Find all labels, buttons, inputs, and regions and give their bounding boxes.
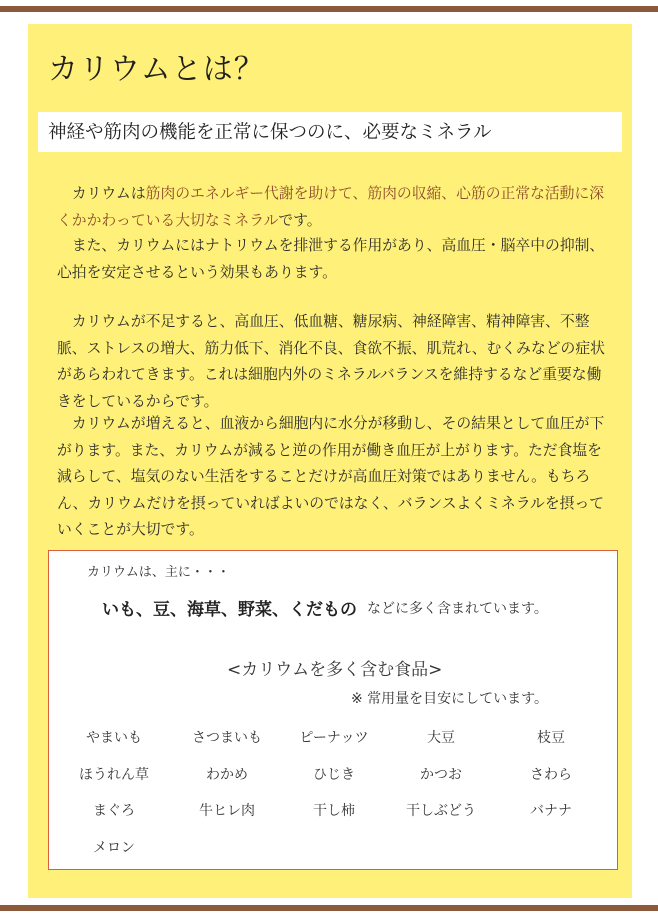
subtitle: 神経や筋肉の機能を正常に保つのに、必要なミネラル — [48, 122, 492, 143]
food-item: さつまいも — [192, 730, 262, 746]
food-item: ほうれん草 — [79, 767, 149, 783]
paragraph-2 — [57, 233, 605, 286]
paragraph-4 — [57, 411, 605, 544]
food-item: やまいも — [86, 730, 142, 746]
main-food-groups: いも、豆、海草、野菜、くだもの — [102, 600, 357, 620]
food-item: まぐろ — [93, 803, 135, 819]
paragraph-1-tail: です。 — [278, 211, 322, 229]
food-item: さわら — [530, 767, 572, 783]
food-item: バナナ — [530, 803, 572, 819]
paragraph-4-text: カリウムが増えると、血液から細胞内に水分が移動し、その結果として血圧が下がります。また、カリウムが減ると逆の作用が働き血圧が上がります。ただ食塩を減らして、塩気のない生活をすることだけが高血圧対策ではありません。もちろん、カリウムだけを摂っていればよいのではなく、バランスよくミネラルを摂っていくことが大切です。 — [57, 415, 605, 538]
food-item: わかめ — [206, 767, 248, 783]
food-item: 干し柿 — [313, 803, 355, 819]
paragraph-1-highlight: 筋肉のエネルギー代謝を助けて、筋肉の収縮、心筋の正常な活動に深くかかわっている大切なミネラル — [57, 185, 605, 229]
food-item: 枝豆 — [537, 730, 565, 746]
paragraph-1 — [57, 181, 605, 234]
top-border — [0, 6, 658, 12]
intro-text: カリウムは、主に・・・ — [87, 565, 230, 580]
food-info-box — [48, 550, 618, 870]
serving-note: ※ 常用量を目安にしています。 — [351, 691, 549, 707]
food-item: ピーナッツ — [299, 730, 369, 746]
paragraph-3 — [57, 309, 605, 415]
food-list-heading: <カリウムを多く含む食品> — [227, 660, 443, 680]
food-item: 干しぶどう — [406, 803, 476, 819]
paragraph-3-text: カリウムが不足すると、高血圧、低血糖、糖尿病、神経障害、精神障害、不整脈、ストレスの増大、筋力低下、消化不良、食欲不振、肌荒れ、むくみなどの症状があらわれてきます。これは細胞内外のミネラルバランスを維持するなど重要な働きをしているからです。 — [57, 313, 605, 410]
food-item: ひじき — [313, 767, 355, 783]
bottom-border — [0, 905, 658, 911]
subtitle-box — [38, 112, 622, 152]
food-item: 牛ヒレ肉 — [199, 803, 255, 819]
paragraph-2-text: また、カリウムにはナトリウムを排泄する作用があり、高血圧・脳卒中の抑制、心拍を安定させるという効果もあります。 — [57, 237, 605, 281]
food-item: 大豆 — [427, 730, 455, 746]
page-title: カリウムとは？ — [48, 52, 265, 87]
food-item: かつお — [420, 767, 462, 783]
main-food-suffix: などに多く含まれています。 — [367, 601, 548, 617]
paragraph-1-lead: カリウムは — [71, 185, 146, 202]
food-item: メロン — [93, 840, 135, 856]
